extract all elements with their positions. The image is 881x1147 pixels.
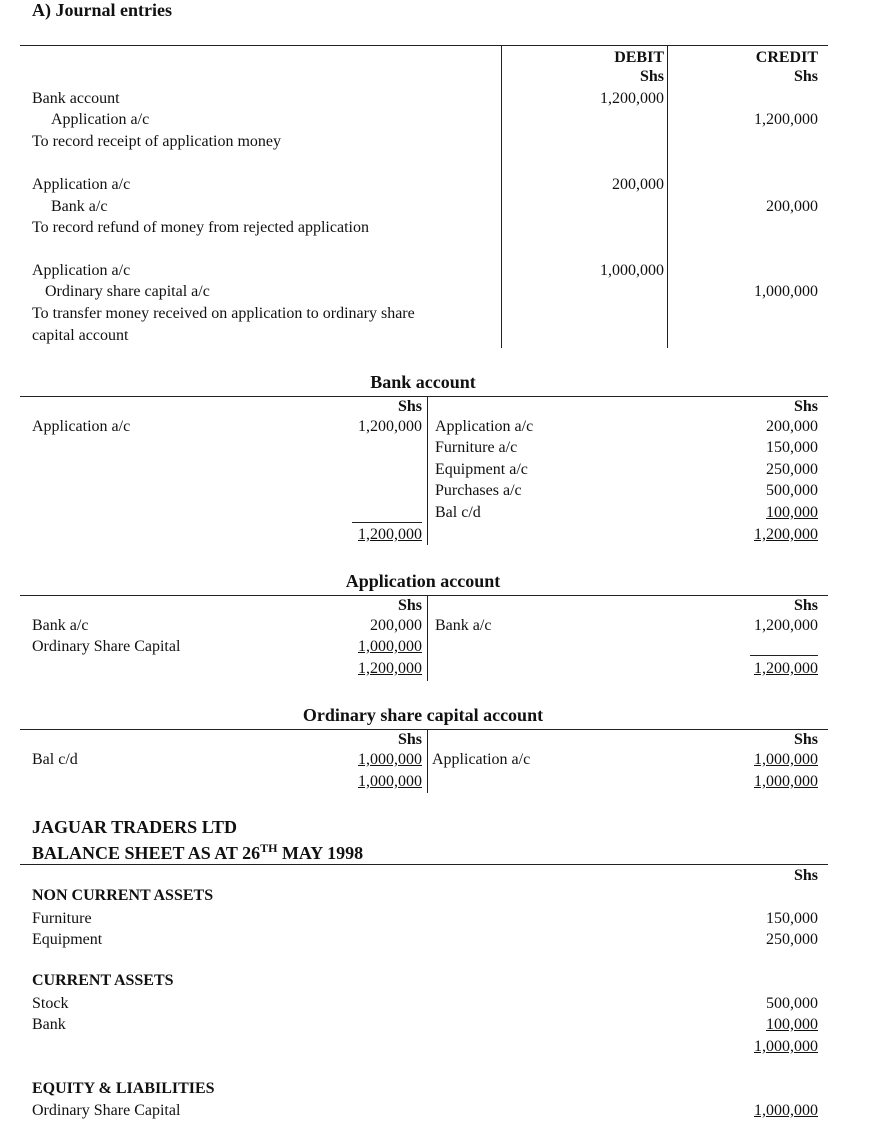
- debit-currency: Shs: [639, 68, 664, 85]
- asset-label: Stock: [32, 995, 69, 1012]
- bank-credit-label: Equipment a/c: [435, 461, 528, 478]
- bank-credit-total: 1,200,000: [754, 526, 818, 543]
- asset-amount: 100,000: [766, 1016, 818, 1033]
- journal-debit-account: Bank account: [32, 90, 120, 107]
- journal-narration: To record refund of money from rejected application: [32, 219, 369, 236]
- application-credit-total-rule: [750, 655, 818, 656]
- credit-currency: Shs: [793, 68, 818, 85]
- application-debit-amount: 200,000: [370, 617, 422, 634]
- journal-narration-cont: capital account: [32, 327, 129, 344]
- share-capital-credit-currency: Shs: [793, 731, 818, 748]
- journal-debit-amount: 200,000: [612, 176, 664, 193]
- journal-heading: A) Journal entries: [32, 0, 172, 20]
- application-account-divider: [427, 595, 428, 681]
- bank-account-divider: [427, 396, 428, 545]
- journal-credit-amount: 200,000: [766, 198, 818, 215]
- bank-credit-amount: 500,000: [766, 482, 818, 499]
- share-capital-credit-label: Application a/c: [432, 751, 531, 768]
- asset-amount: 150,000: [766, 910, 818, 927]
- balance-sheet-title: BALANCE SHEET AS AT 26TH MAY 1998: [32, 841, 364, 863]
- application-debit-label: Ordinary Share Capital: [32, 638, 181, 655]
- total-assets: 1,000,000: [754, 1038, 818, 1055]
- journal-credit-amount: 1,200,000: [754, 111, 818, 128]
- application-credit-currency: Shs: [793, 597, 818, 614]
- application-debit-total: 1,200,000: [358, 660, 422, 677]
- bank-credit-label: Application a/c: [435, 418, 534, 435]
- bank-credit-amount: 150,000: [766, 439, 818, 456]
- bank-debit-label: Application a/c: [32, 418, 131, 435]
- share-capital-account-title: Ordinary share capital account: [302, 705, 544, 725]
- journal-credit-account: Ordinary share capital a/c: [45, 283, 210, 300]
- equity-amount: 1,000,000: [754, 1102, 818, 1119]
- share-capital-credit-amount: 1,000,000: [754, 751, 818, 768]
- balance-sheet-top-rule: [20, 864, 828, 865]
- share-capital-debit-total: 1,000,000: [358, 773, 422, 790]
- share-capital-credit-total: 1,000,000: [754, 773, 818, 790]
- journal-divider-left: [501, 45, 502, 348]
- bank-credit-amount: 100,000: [766, 504, 818, 521]
- bank-debit-total: 1,200,000: [358, 526, 422, 543]
- asset-label: Bank: [32, 1016, 66, 1033]
- journal-debit-amount: 1,200,000: [600, 90, 664, 107]
- asset-amount: 500,000: [766, 995, 818, 1012]
- application-credit-label: Bank a/c: [435, 617, 492, 634]
- journal-debit-account: Application a/c: [32, 176, 131, 193]
- bank-credit-currency: Shs: [793, 398, 818, 415]
- bank-credit-label: Bal c/d: [435, 504, 481, 521]
- bank-debit-currency: Shs: [397, 398, 422, 415]
- bank-credit-amount: 200,000: [766, 418, 818, 435]
- journal-top-rule: [20, 45, 828, 46]
- bank-credit-amount: 250,000: [766, 461, 818, 478]
- journal-credit-amount: 1,000,000: [754, 283, 818, 300]
- journal-debit-amount: 1,000,000: [600, 262, 664, 279]
- non-current-assets-heading: NON CURRENT ASSETS: [32, 887, 214, 904]
- credit-header: CREDIT: [755, 49, 818, 66]
- equity-liabilities-heading: EQUITY & LIABILITIES: [32, 1080, 215, 1097]
- share-capital-debit-currency: Shs: [397, 731, 422, 748]
- journal-debit-account: Application a/c: [32, 262, 131, 279]
- application-account-title: Application account: [345, 571, 501, 591]
- bank-account-title: Bank account: [370, 372, 476, 392]
- bank-debit-total-rule: [352, 522, 422, 523]
- application-credit-amount: 1,200,000: [754, 617, 818, 634]
- journal-divider-right: [667, 45, 668, 348]
- share-capital-debit-amount: 1,000,000: [358, 751, 422, 768]
- asset-amount: 250,000: [766, 931, 818, 948]
- journal-narration: To record receipt of application money: [32, 133, 281, 150]
- journal-credit-account: Bank a/c: [51, 198, 108, 215]
- balance-sheet-currency: Shs: [793, 867, 818, 884]
- application-debit-currency: Shs: [397, 597, 422, 614]
- share-capital-account-divider: [427, 729, 428, 793]
- share-capital-debit-label: Bal c/d: [32, 751, 78, 768]
- asset-label: Equipment: [32, 931, 103, 948]
- bank-debit-amount: 1,200,000: [358, 418, 422, 435]
- asset-label: Furniture: [32, 910, 92, 927]
- bank-credit-label: Furniture a/c: [435, 439, 518, 456]
- company-name: JAGUAR TRADERS LTD: [32, 817, 238, 837]
- bank-credit-label: Purchases a/c: [435, 482, 522, 499]
- journal-narration: To transfer money received on application to ordinary share: [32, 305, 415, 322]
- journal-credit-account: Application a/c: [51, 111, 150, 128]
- current-assets-heading: CURRENT ASSETS: [32, 972, 174, 989]
- equity-label: Ordinary Share Capital: [32, 1102, 181, 1119]
- application-debit-label: Bank a/c: [32, 617, 89, 634]
- application-debit-amount: 1,000,000: [358, 638, 422, 655]
- application-credit-total: 1,200,000: [754, 660, 818, 677]
- debit-header: DEBIT: [614, 49, 664, 66]
